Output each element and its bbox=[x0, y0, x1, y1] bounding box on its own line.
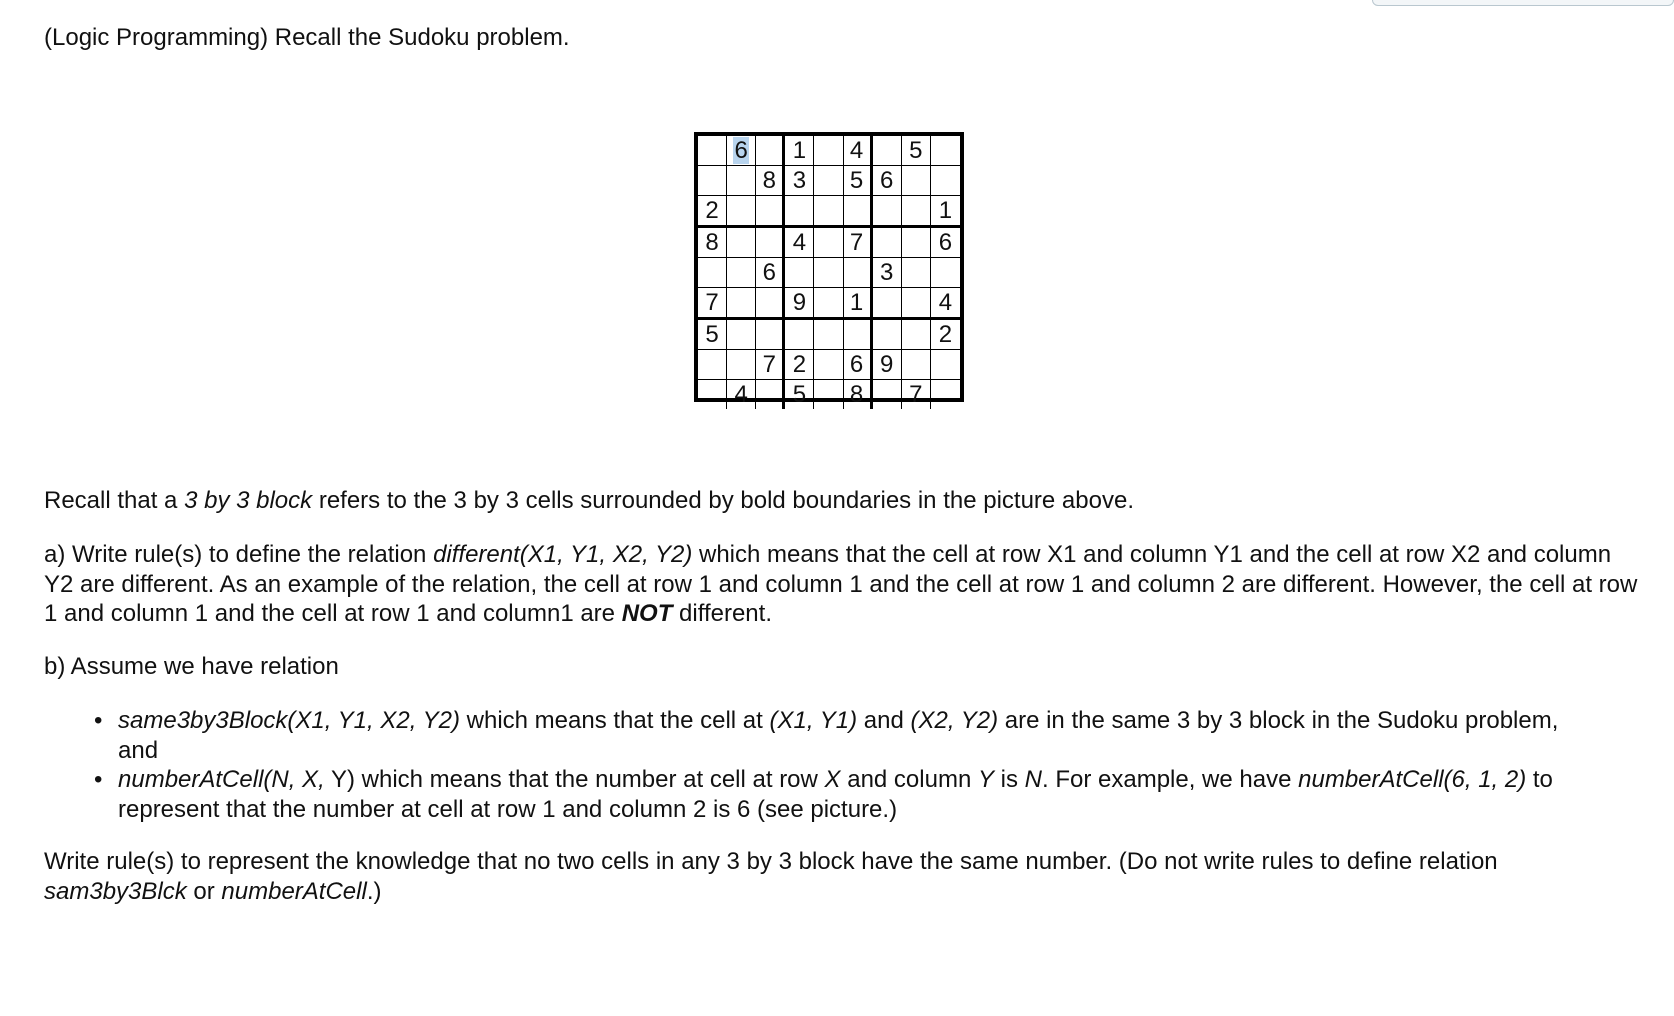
part-b-intro: b) Assume we have relation bbox=[44, 653, 339, 680]
list-item bbox=[94, 765, 1598, 824]
sudoku-cell bbox=[698, 288, 727, 320]
sudoku-cell-value: 5 bbox=[909, 137, 923, 164]
task-term: numberAtCell bbox=[221, 877, 367, 905]
sudoku-cell bbox=[756, 288, 785, 320]
sudoku-cell-value: 7 bbox=[705, 289, 719, 316]
sudoku-cell-value: 4 bbox=[938, 289, 953, 316]
part-b-task bbox=[44, 847, 1644, 906]
sudoku-cell-value: 5 bbox=[792, 381, 807, 408]
sudoku-cell bbox=[814, 320, 843, 350]
sudoku-cell-value: 5 bbox=[849, 167, 864, 194]
sudoku-cell bbox=[844, 196, 873, 228]
sudoku-cell-value: 2 bbox=[792, 351, 807, 378]
sudoku-cell bbox=[785, 228, 814, 258]
sudoku-cell bbox=[698, 166, 727, 196]
sudoku-cell bbox=[844, 258, 873, 288]
sudoku-cell bbox=[931, 196, 960, 228]
list-term: X bbox=[824, 766, 841, 793]
sudoku-cell bbox=[785, 136, 814, 166]
sudoku-cell bbox=[844, 320, 873, 350]
sudoku-cell bbox=[902, 166, 931, 196]
list-term: numberAtCell(6, 1, 2) bbox=[1298, 766, 1527, 793]
sudoku-cell-value: 9 bbox=[792, 289, 807, 316]
part-a-text: a) Write rule(s) to define the relation bbox=[44, 541, 434, 568]
sudoku-cell bbox=[844, 166, 873, 196]
sudoku-cell bbox=[873, 380, 902, 409]
sudoku-cell bbox=[727, 380, 756, 409]
list-text: are in the same 3 by 3 block in the Sudoku problem, and bbox=[118, 707, 1559, 764]
sudoku-cell bbox=[814, 196, 843, 228]
sudoku-cell bbox=[873, 136, 902, 166]
list-term: Y bbox=[977, 766, 994, 793]
sudoku-cell-value: 2 bbox=[705, 197, 719, 224]
sudoku-cell bbox=[931, 380, 960, 409]
sudoku-cell bbox=[727, 196, 756, 228]
task-term: sam3by3Blck bbox=[44, 877, 187, 905]
part-a-question bbox=[44, 540, 1644, 629]
sudoku-cell bbox=[873, 350, 902, 380]
sudoku-cell bbox=[698, 228, 727, 258]
sudoku-cell-value: 6 bbox=[762, 259, 776, 286]
sudoku-cell-value: 6 bbox=[880, 167, 894, 194]
sudoku-cell-value: 4 bbox=[849, 137, 864, 164]
sudoku-cell-value: 3 bbox=[792, 167, 807, 194]
sudoku-cell bbox=[931, 166, 960, 196]
sudoku-cell bbox=[873, 166, 902, 196]
list-term: N bbox=[1024, 766, 1042, 793]
sudoku-cell bbox=[902, 136, 931, 166]
sudoku-cell bbox=[785, 350, 814, 380]
sudoku-cell-value: 3 bbox=[880, 259, 894, 286]
task-text: or bbox=[186, 877, 222, 905]
list-text: . For example, we have bbox=[1042, 766, 1299, 793]
block-def-text: Recall that a bbox=[44, 487, 185, 514]
sudoku-cell bbox=[844, 350, 873, 380]
sudoku-cell bbox=[727, 228, 756, 258]
list-text: and bbox=[857, 707, 911, 734]
sudoku-cell bbox=[785, 258, 814, 288]
sudoku-cell-value: 1 bbox=[849, 289, 864, 316]
sudoku-cell-value: 2 bbox=[938, 321, 953, 348]
sudoku-cell bbox=[698, 196, 727, 228]
sudoku-cell bbox=[931, 258, 960, 288]
sudoku-cell bbox=[873, 196, 902, 228]
sudoku-cell bbox=[698, 350, 727, 380]
sudoku-cell bbox=[814, 288, 843, 320]
sudoku-cell bbox=[785, 166, 814, 196]
sudoku-cell bbox=[727, 136, 756, 166]
sudoku-cell bbox=[756, 258, 785, 288]
sudoku-cell bbox=[756, 350, 785, 380]
task-text: Write rule(s) to represent the knowledge that no two cells in any 3 by 3 block have the same number. (Do not write rules to define relation bbox=[44, 848, 1498, 875]
part-a-text-end: different. bbox=[672, 600, 772, 627]
sudoku-cell bbox=[873, 288, 902, 320]
block-def-text-end: refers to the 3 by 3 cells surrounded by bold boundaries in the picture above. bbox=[312, 487, 1134, 514]
sudoku-cell bbox=[844, 228, 873, 258]
relation-numberatcell: numberAtCell(N, X, bbox=[118, 766, 325, 793]
list-text: and column bbox=[840, 766, 978, 793]
list-text: to represent that the number at cell at row 1 and column 2 is 6 (see picture.) bbox=[118, 766, 1553, 823]
sudoku-cell-value: 4 bbox=[734, 381, 748, 408]
part-a-not-emphasis: NOT bbox=[621, 600, 673, 627]
sudoku-cell bbox=[902, 380, 931, 409]
list-text: which means that the cell at bbox=[459, 707, 770, 734]
sudoku-cell bbox=[931, 228, 960, 258]
relation-same3by3block: same3by3Block(X1, Y1, X2, Y2) bbox=[118, 707, 460, 734]
list-term: (X1, Y1) bbox=[769, 707, 858, 734]
sudoku-cell-value: 9 bbox=[880, 351, 894, 378]
bullet-icon: • bbox=[94, 766, 103, 793]
sudoku-cell bbox=[785, 196, 814, 228]
sudoku-cell bbox=[902, 320, 931, 350]
sudoku-cell bbox=[814, 228, 843, 258]
sudoku-cell bbox=[727, 288, 756, 320]
sudoku-cell bbox=[931, 288, 960, 320]
block-def-term: 3 by 3 block bbox=[184, 487, 313, 514]
window-edge bbox=[1372, 0, 1674, 6]
sudoku-cell-value: 7 bbox=[909, 381, 923, 408]
sudoku-cell-value: 1 bbox=[938, 197, 953, 224]
sudoku-cell bbox=[931, 350, 960, 380]
list-term: (X2, Y2) bbox=[910, 707, 999, 734]
sudoku-cell bbox=[814, 380, 843, 409]
sudoku-cell bbox=[756, 196, 785, 228]
sudoku-cell bbox=[873, 320, 902, 350]
sudoku-cell bbox=[902, 258, 931, 288]
sudoku-cell bbox=[902, 196, 931, 228]
sudoku-cell-value: 6 bbox=[849, 351, 864, 378]
list-text: is bbox=[993, 766, 1025, 793]
sudoku-cell-value: 1 bbox=[792, 137, 807, 164]
intro-text: (Logic Programming) Recall the Sudoku problem. bbox=[44, 24, 570, 51]
sudoku-cell bbox=[902, 350, 931, 380]
sudoku-cell bbox=[698, 320, 727, 350]
part-a-description: which means that the cell at row X1 and column Y1 and the cell at row X2 and column Y2 are different. As an example of the relation, the cell at row 1 and column 1 and the cell at row 1 and column 2 are different. However, the cell at row 1 and column 1 and the cell at row 1 and column1 are bbox=[44, 541, 1638, 627]
sudoku-cell bbox=[814, 350, 843, 380]
sudoku-cell bbox=[814, 258, 843, 288]
sudoku-cell bbox=[873, 228, 902, 258]
task-text: .) bbox=[366, 877, 382, 905]
sudoku-cell bbox=[785, 380, 814, 409]
sudoku-cell bbox=[727, 350, 756, 380]
list-item bbox=[94, 706, 1598, 765]
sudoku-cell-value: 8 bbox=[762, 167, 776, 194]
sudoku-cell bbox=[756, 228, 785, 258]
part-a-relation: different(X1, Y1, X2, Y2) bbox=[433, 541, 693, 568]
sudoku-cell bbox=[698, 136, 727, 166]
sudoku-cell bbox=[814, 136, 843, 166]
sudoku-cell bbox=[814, 166, 843, 196]
sudoku-cell-value: 7 bbox=[762, 351, 776, 378]
sudoku-cell bbox=[698, 380, 727, 409]
sudoku-cell bbox=[785, 288, 814, 320]
bullet-icon: • bbox=[94, 707, 103, 734]
sudoku-grid bbox=[694, 132, 964, 408]
sudoku-cell bbox=[727, 166, 756, 196]
block-definition bbox=[44, 486, 1644, 516]
sudoku-cell bbox=[844, 380, 873, 409]
sudoku-cell-value: 4 bbox=[792, 229, 807, 256]
sudoku-cell bbox=[931, 136, 960, 166]
sudoku-cell-value: 6 bbox=[734, 137, 748, 164]
sudoku-cell bbox=[873, 258, 902, 288]
sudoku-cell bbox=[756, 136, 785, 166]
sudoku-cell bbox=[756, 320, 785, 350]
sudoku-cell-value: 5 bbox=[705, 321, 719, 348]
sudoku-cell bbox=[785, 320, 814, 350]
sudoku-cell bbox=[844, 136, 873, 166]
sudoku-cell bbox=[756, 380, 785, 409]
sudoku-cell bbox=[844, 288, 873, 320]
sudoku-cell bbox=[727, 258, 756, 288]
sudoku-cell bbox=[931, 320, 960, 350]
sudoku-cell bbox=[902, 288, 931, 320]
sudoku-cell-value: 8 bbox=[849, 381, 864, 408]
sudoku-cell bbox=[902, 228, 931, 258]
sudoku-cell bbox=[727, 320, 756, 350]
sudoku-cell-value: 7 bbox=[849, 229, 864, 256]
sudoku-cell bbox=[756, 166, 785, 196]
list-text: Y) which means that the number at cell at row bbox=[324, 766, 825, 793]
sudoku-cell-value: 8 bbox=[705, 229, 719, 256]
sudoku-cell-value: 6 bbox=[938, 229, 953, 256]
sudoku-cell bbox=[698, 258, 727, 288]
relation-list bbox=[94, 706, 1598, 824]
